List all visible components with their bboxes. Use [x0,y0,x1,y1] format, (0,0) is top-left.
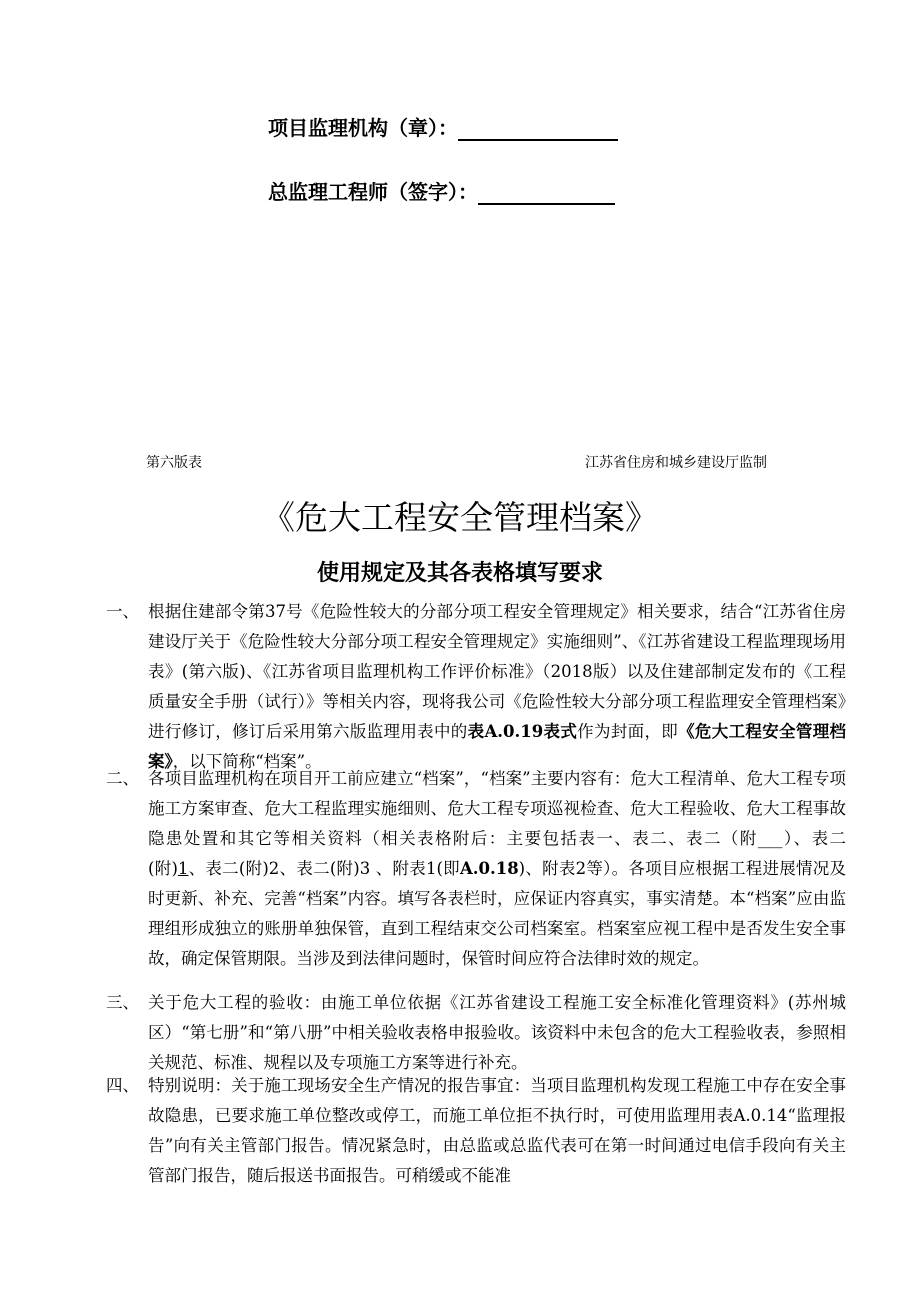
section-text: 根据住建部令第37号《危险性较大的分部分项工程安全管理规定》相关要求，结合“江苏省住房建设厅关于《危险性较大分部分项工程安全管理规定》实施细则”、《江苏省建设工程监理现场用表》(第六版)、《江苏省项目监理机构工作评价标准》（2018版）以及住建部制定发布的《工程质量安全手册（试行）》等相关内容，现将我公司《危险性较大分部分项工程监理安全管理档案》进行修订，修订后采用第六版监理用表中的 [148,602,846,741]
section-number: 三、 [106,993,139,1012]
section-text: ，以下简称“档案”。 [172,752,322,771]
form-version-label: 第六版表 [146,455,202,471]
section-text-bold: 表A.0.19表式 [467,722,578,741]
section-text-underlined: 1 [177,859,189,878]
section-number: 二、 [106,769,139,788]
org-seal-line [268,112,618,141]
section-text: 各项目监理机构在项目开工前应建立“档案”，“档案”主要内容有：危大工程清单、危大工程专项施工方案审查、危大工程监理实施细则、危大工程专项巡视检查、危大工程验收、危大工程事故隐患处置和其它等相关资料（相关表格附后：主要包括表一、表二、表二（附 [148,769,846,848]
document-title: 《危大工程安全管理档案》 [262,498,658,537]
section-text-bold: A.0.18 [459,859,519,878]
section-4 [106,1071,846,1191]
section-body [148,764,846,974]
section-text: 作为封面，即 [577,722,679,741]
section-text: 、表二(附)2、表二(附)3 、附表1(即 [188,859,460,878]
section-body: 关于危大工程的验收：由施工单位依据《江苏省建设工程施工安全标准化管理资料》(苏州城区）“第七册”和“第八册”中相关验收表格申报验收。该资料中未包含的危大工程验收表，参照相关规范、标准、规程以及专项施工方案等进行补充。 [148,993,846,1072]
section-text: )、附表2等）。各项目应根据工程进展情况及时更新、补充、完善“档案”内容。填写各表栏时，应保证内容真实，事实清楚。本“档案”应由监理组形成独立的账册单独保管，直到工程结束交公司档案室。档案室应视工程中是否发生安全事故，确定保管期限。当涉及到法律问题时，保管时间应符合法律时效的规定。 [148,859,846,968]
section-body: 特别说明：关于施工现场安全生产情况的报告事宜：当项目监理机构发现工程施工中存在安全事故隐患，已要求施工单位整改或停工，而施工单位拒不执行时，可使用监理用表A.0.14“监理报告”向有关主管部门报告。情况紧急时，由总监或总监代表可在第一时间通过电信手段向有关主管部门报告，随后报送书面报告。可稍缓或不能准 [148,1076,846,1185]
section-3 [106,988,846,1078]
section-2 [106,764,846,974]
section-number: 一、 [106,602,139,621]
chief-engineer-signature-line [268,176,615,205]
section-text-blank: ___ [757,829,783,848]
chief-engineer-label: 总监理工程师（签字）： [268,180,478,204]
section-text: ）、表二(附) [148,829,847,878]
chief-engineer-blank [478,181,615,205]
section-1 [106,597,846,777]
issuer-label: 江苏省住房和城乡建设厅监制 [585,455,767,471]
section-number: 四、 [106,1076,139,1095]
section-text-bold: 《危大工程安全管理档案》 [148,722,847,771]
org-seal-blank [458,117,618,141]
org-seal-label: 项目监理机构（章）： [268,116,458,140]
section-body [148,597,846,777]
document-subtitle: 使用规定及其各表格填写要求 [316,561,603,586]
